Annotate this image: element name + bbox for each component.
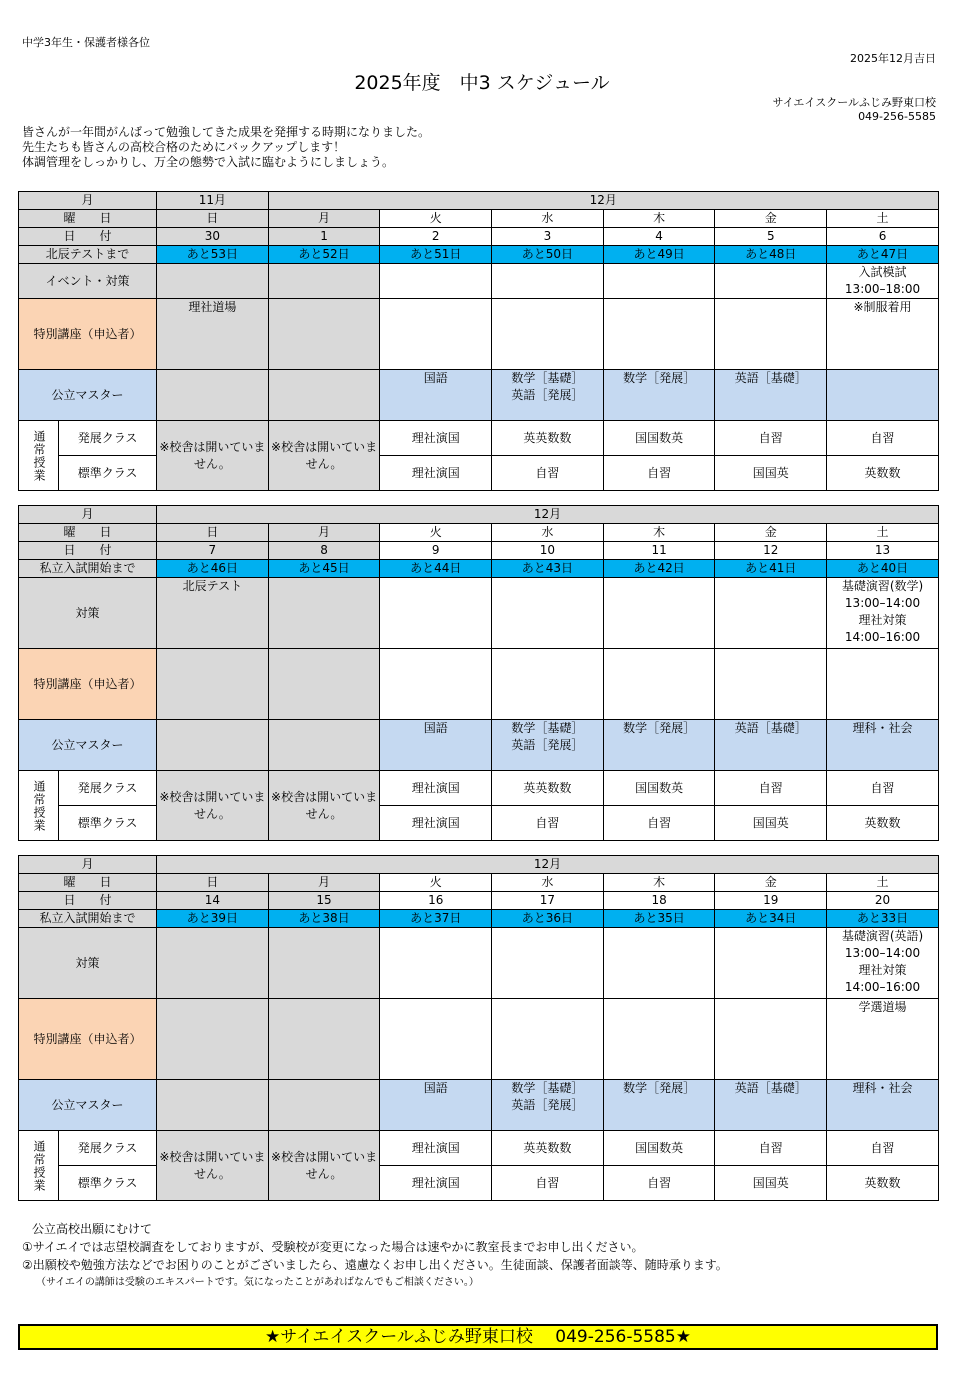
weekday-cell: 土 [827, 210, 939, 228]
advanced-cell: 自習 [827, 1131, 939, 1166]
date-label: 日 付 [19, 892, 157, 910]
special-cell [827, 649, 939, 720]
date-cell: 12 [715, 542, 827, 560]
date-cell: 13 [827, 542, 939, 560]
standard-cell: 国国英 [715, 806, 827, 841]
weekday-cell: 日 [157, 874, 269, 892]
page-title: 2025年度 中3 スケジュール [354, 72, 610, 94]
weekday-cell: 土 [827, 524, 939, 542]
intro-text [22, 125, 430, 170]
month-label: 月 [19, 856, 157, 874]
master-cell [157, 720, 269, 771]
date-cell: 6 [827, 228, 939, 246]
weekday-cell: 水 [492, 210, 604, 228]
event-cell: 北辰テスト [157, 578, 269, 649]
master-cell: 英語［基礎］ [715, 370, 827, 421]
advanced-cell: 自習 [715, 421, 827, 456]
date-cell: 15 [268, 892, 380, 910]
advanced-cell: 理社演国 [380, 1131, 492, 1166]
month-cell: 12月 [157, 856, 939, 874]
event-cell [157, 928, 269, 999]
special-cell [603, 299, 715, 370]
note-3: （サイエイの講師は受験のエキスパートです。気になったことがあればなんでもご相談ください。） [36, 1277, 479, 1288]
special-cell [603, 999, 715, 1080]
weekday-cell: 火 [380, 524, 492, 542]
weekday-cell: 月 [268, 524, 380, 542]
closed-note: ※校舎は開いていません。 [268, 771, 380, 841]
master-cell [157, 370, 269, 421]
notes-heading: 公立高校出願にむけて [32, 1222, 153, 1236]
note-1: ①サイエイでは志望校調査をしておりますが、受験校が変更になった場合は速やかに教室長までお申し出ください。 [22, 1240, 644, 1254]
standard-cell: 自習 [492, 456, 604, 491]
month-cell: 12月 [157, 506, 939, 524]
event-cell [492, 578, 604, 649]
standard-cell: 自習 [492, 806, 604, 841]
event-label: 対策 [19, 578, 157, 649]
special-cell [492, 299, 604, 370]
schedule-week-3 [18, 855, 939, 1201]
weekday-cell: 金 [715, 210, 827, 228]
master-cell: 理科・社会 [827, 720, 939, 771]
master-label: 公立マスター [19, 1080, 157, 1131]
countdown-cell: あと33日 [827, 910, 939, 928]
closed-note: ※校舎は開いていません。 [268, 1131, 380, 1201]
event-cell: 入試模試 13:00–18:00 [827, 264, 939, 299]
master-label: 公立マスター [19, 720, 157, 771]
date-cell: 3 [492, 228, 604, 246]
special-label: 特別講座（申込者） [19, 649, 157, 720]
advanced-cell: 国国数英 [603, 421, 715, 456]
regular-class-label: 通常授業 [19, 771, 59, 841]
standard-cell: 自習 [603, 806, 715, 841]
date-cell: 18 [603, 892, 715, 910]
addressee: 中学3年生・保護者様各位 [22, 36, 150, 49]
master-cell [157, 1080, 269, 1131]
intro-line: 先生たちも皆さんの高校合格のためにバックアップします！ [22, 140, 346, 154]
date-cell: 11 [603, 542, 715, 560]
advanced-cell: 理社演国 [380, 421, 492, 456]
schedule-week-1 [18, 191, 939, 491]
countdown-cell: あと48日 [715, 246, 827, 264]
advanced-cell: 英英数数 [492, 421, 604, 456]
weekday-label: 曜 日 [19, 210, 157, 228]
weekday-cell: 火 [380, 874, 492, 892]
event-cell [380, 578, 492, 649]
date-cell: 9 [380, 542, 492, 560]
countdown-cell: あと51日 [380, 246, 492, 264]
issue-date: 2025年12月吉日 [850, 52, 936, 65]
month-cell: 12月 [268, 192, 938, 210]
countdown-cell: あと38日 [268, 910, 380, 928]
standard-cell: 英数数 [827, 806, 939, 841]
weekday-cell: 土 [827, 874, 939, 892]
event-label: 対策 [19, 928, 157, 999]
date-cell: 19 [715, 892, 827, 910]
advanced-cell: 自習 [715, 1131, 827, 1166]
standard-cell: 理社演国 [380, 1166, 492, 1201]
school-info [773, 96, 936, 124]
countdown-cell: あと43日 [492, 560, 604, 578]
countdown-cell: あと37日 [380, 910, 492, 928]
special-cell [715, 999, 827, 1080]
master-cell: 国語 [380, 1080, 492, 1131]
countdown-cell: あと49日 [603, 246, 715, 264]
weekday-cell: 日 [157, 524, 269, 542]
standard-cell: 国国英 [715, 1166, 827, 1201]
master-cell: 数学［基礎］ 英語［発展］ [492, 370, 604, 421]
closed-note: ※校舎は開いていません。 [157, 771, 269, 841]
special-cell [603, 649, 715, 720]
date-cell: 1 [268, 228, 380, 246]
special-cell [380, 999, 492, 1080]
regular-class-label: 通常授業 [19, 1131, 59, 1201]
advanced-cell: 自習 [827, 771, 939, 806]
countdown-cell: あと40日 [827, 560, 939, 578]
special-cell [492, 999, 604, 1080]
event-cell [380, 928, 492, 999]
countdown-cell: あと47日 [827, 246, 939, 264]
weekday-cell: 日 [157, 210, 269, 228]
date-cell: 2 [380, 228, 492, 246]
special-cell [157, 649, 269, 720]
countdown-cell: あと41日 [715, 560, 827, 578]
standard-cell: 自習 [603, 456, 715, 491]
master-cell [268, 370, 380, 421]
weekday-cell: 金 [715, 874, 827, 892]
special-cell [268, 649, 380, 720]
countdown-cell: あと52日 [268, 246, 380, 264]
special-cell: 理社道場 [157, 299, 269, 370]
advanced-class-label: 発展クラス [59, 771, 157, 806]
weekday-cell: 水 [492, 524, 604, 542]
weekday-cell: 月 [268, 874, 380, 892]
standard-cell: 英数数 [827, 456, 939, 491]
master-cell: 国語 [380, 370, 492, 421]
date-cell: 7 [157, 542, 269, 560]
date-cell: 10 [492, 542, 604, 560]
countdown-cell: あと39日 [157, 910, 269, 928]
master-cell [268, 720, 380, 771]
advanced-cell: 国国数英 [603, 1131, 715, 1166]
master-cell: 数学［発展］ [603, 370, 715, 421]
month-cell: 11月 [157, 192, 269, 210]
advanced-class-label: 発展クラス [59, 1131, 157, 1166]
date-cell: 4 [603, 228, 715, 246]
event-cell [603, 928, 715, 999]
advanced-cell: 英英数数 [492, 1131, 604, 1166]
weekday-label: 曜 日 [19, 874, 157, 892]
weekday-cell: 火 [380, 210, 492, 228]
month-label: 月 [19, 192, 157, 210]
intro-line: 皆さんが一年間がんばって勉強してきた成果を発揮する時期になりました。 [22, 125, 431, 139]
countdown-label: 私立入試開始まで [19, 910, 157, 928]
advanced-cell: 自習 [715, 771, 827, 806]
event-label: イベント・対策 [19, 264, 157, 299]
standard-cell: 理社演国 [380, 456, 492, 491]
closed-note: ※校舎は開いていません。 [157, 1131, 269, 1201]
weekday-cell: 木 [603, 210, 715, 228]
event-cell: 基礎演習(英語) 13:00–14:00 理社対策 14:00–16:00 [827, 928, 939, 999]
footer-banner: ★サイエイスクールふじみ野東口校 049-256-5585★ [18, 1324, 938, 1350]
special-cell [157, 999, 269, 1080]
special-label: 特別講座（申込者） [19, 299, 157, 370]
special-cell [268, 299, 380, 370]
event-cell [492, 264, 604, 299]
master-cell [268, 1080, 380, 1131]
school-name: サイエイスクールふじみ野東口校 [772, 96, 936, 109]
master-label: 公立マスター [19, 370, 157, 421]
countdown-cell: あと34日 [715, 910, 827, 928]
weekday-cell: 木 [603, 524, 715, 542]
standard-class-label: 標準クラス [59, 456, 157, 491]
master-cell: 数学［基礎］ 英語［発展］ [492, 720, 604, 771]
weekday-cell: 水 [492, 874, 604, 892]
event-cell [268, 928, 380, 999]
special-cell [715, 649, 827, 720]
event-cell [715, 928, 827, 999]
date-cell: 30 [157, 228, 269, 246]
event-cell [157, 264, 269, 299]
date-label: 日 付 [19, 228, 157, 246]
weekday-cell: 木 [603, 874, 715, 892]
master-cell: 国語 [380, 720, 492, 771]
countdown-label: 私立入試開始まで [19, 560, 157, 578]
advanced-cell: 国国数英 [603, 771, 715, 806]
event-cell [380, 264, 492, 299]
date-cell: 17 [492, 892, 604, 910]
master-cell: 英語［基礎］ [715, 720, 827, 771]
date-cell: 5 [715, 228, 827, 246]
special-cell: 学選道場 [827, 999, 939, 1080]
countdown-cell: あと46日 [157, 560, 269, 578]
advanced-cell: 自習 [827, 421, 939, 456]
special-cell [380, 649, 492, 720]
special-cell: ※制服着用 [827, 299, 939, 370]
date-cell: 14 [157, 892, 269, 910]
date-label: 日 付 [19, 542, 157, 560]
intro-line: 体調管理をしっかりし、万全の態勢で入試に臨むようにしましょう。 [22, 155, 395, 169]
event-cell [268, 264, 380, 299]
master-cell: 数学［基礎］ 英語［発展］ [492, 1080, 604, 1131]
standard-cell: 理社演国 [380, 806, 492, 841]
weekday-cell: 月 [268, 210, 380, 228]
event-cell: 基礎演習(数学) 13:00–14:00 理社対策 14:00–16:00 [827, 578, 939, 649]
note-2: ②出願校や勉強方法などでお困りのことがございましたら、遠慮なくお申し出ください。生徒面談、保護者面談等、随時承ります。 [22, 1258, 728, 1272]
date-cell: 20 [827, 892, 939, 910]
school-phone: 049-256-5585 [858, 110, 936, 123]
countdown-cell: あと44日 [380, 560, 492, 578]
special-cell [380, 299, 492, 370]
month-label: 月 [19, 506, 157, 524]
weekday-label: 曜 日 [19, 524, 157, 542]
countdown-label: 北辰テストまで [19, 246, 157, 264]
event-cell [268, 578, 380, 649]
advanced-class-label: 発展クラス [59, 421, 157, 456]
standard-cell: 自習 [603, 1166, 715, 1201]
special-label: 特別講座（申込者） [19, 999, 157, 1080]
standard-class-label: 標準クラス [59, 806, 157, 841]
date-cell: 16 [380, 892, 492, 910]
schedule-week-2 [18, 505, 939, 841]
standard-cell: 自習 [492, 1166, 604, 1201]
advanced-cell: 英英数数 [492, 771, 604, 806]
countdown-cell: あと36日 [492, 910, 604, 928]
notes [22, 1220, 728, 1292]
date-cell: 8 [268, 542, 380, 560]
countdown-cell: あと42日 [603, 560, 715, 578]
countdown-cell: あと45日 [268, 560, 380, 578]
weekday-cell: 金 [715, 524, 827, 542]
countdown-cell: あと35日 [603, 910, 715, 928]
master-cell: 数学［発展］ [603, 1080, 715, 1131]
closed-note: ※校舎は開いていません。 [157, 421, 269, 491]
closed-note: ※校舎は開いていません。 [268, 421, 380, 491]
standard-class-label: 標準クラス [59, 1166, 157, 1201]
event-cell [715, 578, 827, 649]
event-cell [603, 264, 715, 299]
master-cell: 数学［発展］ [603, 720, 715, 771]
advanced-cell: 理社演国 [380, 771, 492, 806]
special-cell [715, 299, 827, 370]
master-cell: 理科・社会 [827, 1080, 939, 1131]
regular-class-label: 通常授業 [19, 421, 59, 491]
special-cell [492, 649, 604, 720]
event-cell [492, 928, 604, 999]
event-cell [715, 264, 827, 299]
standard-cell: 国国英 [715, 456, 827, 491]
master-cell: 英語［基礎］ [715, 1080, 827, 1131]
special-cell [268, 999, 380, 1080]
event-cell [603, 578, 715, 649]
standard-cell: 英数数 [827, 1166, 939, 1201]
countdown-cell: あと50日 [492, 246, 604, 264]
master-cell [827, 370, 939, 421]
countdown-cell: あと53日 [157, 246, 269, 264]
